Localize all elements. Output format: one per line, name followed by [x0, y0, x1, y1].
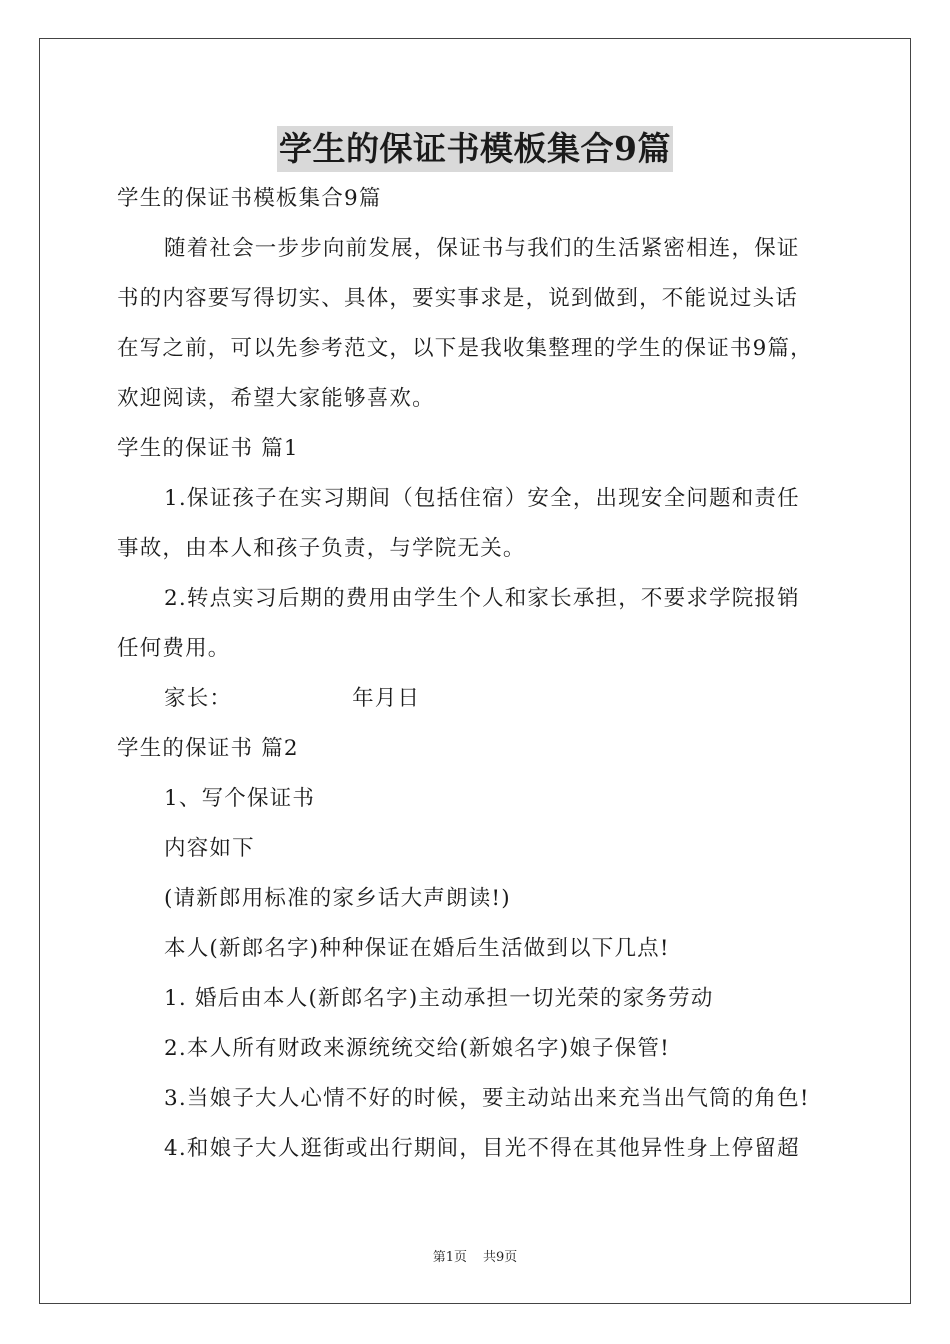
- body-line: [117, 174, 837, 224]
- body-line: [117, 224, 837, 274]
- body-line: [117, 474, 837, 524]
- line-text: 学生的保证书模板集合9篇: [117, 186, 382, 211]
- body-line: [117, 874, 837, 924]
- document-title: 学生的保证书模板集合9篇: [277, 126, 673, 172]
- body-line: [117, 974, 837, 1024]
- body-line: [117, 374, 837, 424]
- body-line: [117, 1124, 837, 1174]
- line-text: 1、写个保证书: [164, 786, 316, 811]
- line-text: 内容如下: [164, 836, 255, 861]
- body-line: [117, 524, 837, 574]
- body-line: [117, 1024, 837, 1074]
- line-text: 3.当娘子大人心情不好的时候，要主动站出来充当出气筒的角色!: [164, 1086, 810, 1111]
- date-label: 年月日: [352, 686, 421, 711]
- body-line: [117, 774, 837, 824]
- title-container: [0, 126, 950, 172]
- body-line: [117, 624, 837, 674]
- line-text: 事故，由本人和孩子负责，与学院无关。: [117, 536, 526, 561]
- line-text: 1.保证孩子在实习期间（包括住宿）安全，出现安全问题和责任: [164, 486, 800, 511]
- line-text: 4.和娘子大人逛街或出行期间，目光不得在其他异性身上停留超: [164, 1136, 800, 1161]
- body-line: [117, 1074, 837, 1124]
- line-text: 2.转点实习后期的费用由学生个人和家长承担，不要求学院报销: [164, 586, 800, 611]
- section-heading: [117, 724, 837, 774]
- line-text: 书的内容要写得切实、具体，要实事求是，说到做到，不能说过头话: [117, 286, 799, 311]
- signature-line: [117, 674, 837, 724]
- body-line: [117, 574, 837, 624]
- line-text: 欢迎阅读，希望大家能够喜欢。: [117, 386, 435, 411]
- line-text: 1. 婚后由本人(新郎名字)主动承担一切光荣的家务劳动: [164, 986, 714, 1011]
- line-text: 学生的保证书 篇2: [117, 736, 299, 761]
- document-body: [117, 174, 837, 1174]
- line-text: 本人(新郎名字)种种保证在婚后生活做到以下几点!: [164, 936, 670, 961]
- parent-label: 家长：: [164, 686, 233, 711]
- page-total: 共9页: [483, 1250, 518, 1265]
- body-line: [117, 824, 837, 874]
- line-text: 随着社会一步步向前发展，保证书与我们的生活紧密相连，保证: [164, 236, 800, 261]
- line-text: (请新郎用标准的家乡话大声朗读!): [164, 886, 511, 911]
- page-number: 第1页: [432, 1250, 467, 1265]
- line-text: 在写之前，可以先参考范文，以下是我收集整理的学生的保证书9篇，: [117, 336, 813, 361]
- page-footer: [0, 1246, 950, 1265]
- body-line: [117, 924, 837, 974]
- section-heading: [117, 424, 837, 474]
- line-text: 学生的保证书 篇1: [117, 436, 299, 461]
- body-line: [117, 324, 837, 374]
- line-text: 任何费用。: [117, 636, 231, 661]
- line-text: 2.本人所有财政来源统统交给(新娘名字)娘子保管!: [164, 1036, 670, 1061]
- body-line: [117, 274, 837, 324]
